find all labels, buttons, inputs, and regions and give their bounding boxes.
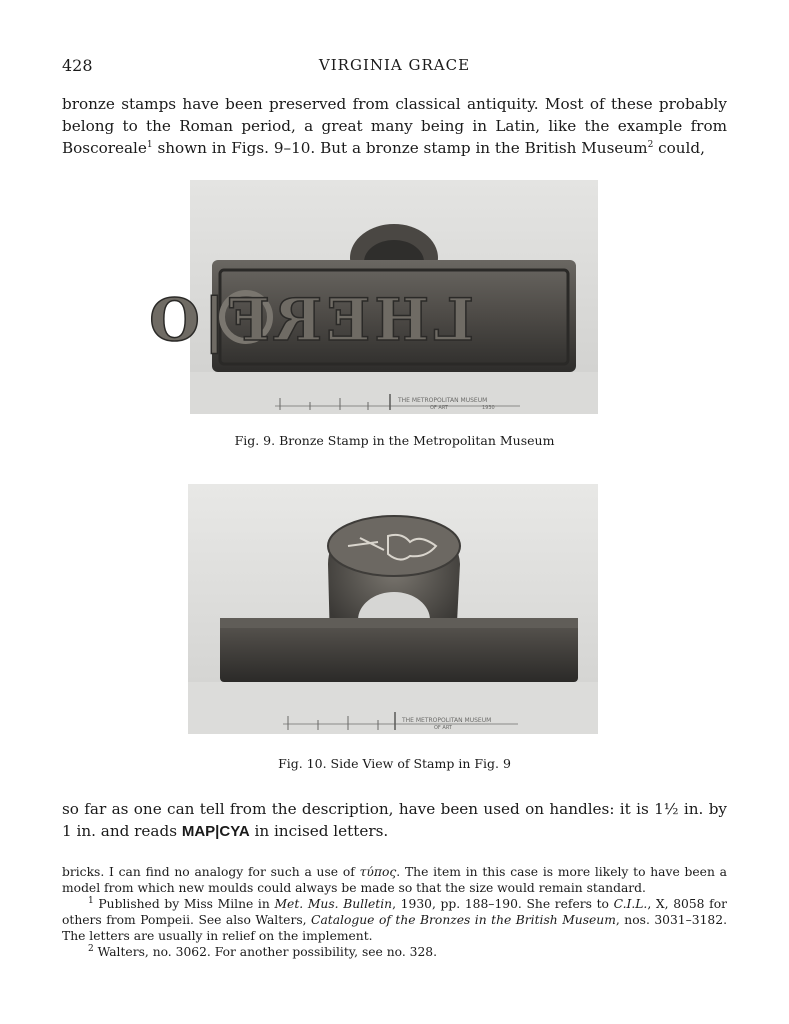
- footnote-1-text-d: , nos. 3031–3182. The letters are usually in relief on the implement.: [62, 913, 727, 943]
- footnotes: [62, 864, 727, 960]
- museum-label-line-1: THE METROPOLITAN MUSEUM: [398, 397, 488, 404]
- museum-label-line-1: THE METROPOLITAN MUSEUM: [402, 717, 492, 724]
- museum-label-line-2: OF ART: [434, 725, 452, 731]
- footnote-1-number: 1: [88, 895, 94, 906]
- figure-10-caption: Fig. 10. Side View of Stamp in Fig. 9: [278, 756, 511, 771]
- figure-9-photo: [145, 180, 598, 414]
- page-number: 428: [62, 56, 93, 75]
- footnote-ref-2: 2: [647, 139, 654, 150]
- footnote-continuation-text-a: bricks. I can find no analogy for such a use of: [62, 865, 360, 879]
- figure-10-photo: [188, 484, 598, 734]
- footnote-1-cil: C.I.L.: [613, 897, 648, 911]
- paragraph-2: [62, 798, 727, 843]
- figure-9-caption: Fig. 9. Bronze Stamp in the Metropolitan Museum: [234, 433, 555, 448]
- footnote-1-text-b: , 1930, pp. 188–190. She refers to: [392, 897, 614, 911]
- footnote-2-number: 2: [88, 943, 94, 954]
- footnote-1: [62, 896, 727, 944]
- footnote-1-text-c: , X, 8058 for others from Pompeii. See also Walters,: [62, 897, 727, 927]
- paragraph-1-text-b: shown in Figs. 9–10. But a bronze stamp in the British Museum: [152, 139, 648, 157]
- stamp-letters: LHERF|O: [145, 286, 474, 354]
- museum-label-line-3: 1930: [482, 405, 495, 411]
- footnote-1-text-a: Published by Miss Milne in: [93, 897, 275, 911]
- paragraph-1-text-a: bronze stamps have been preserved from classical antiquity. Most of these probably belong to the Roman period, a great many being in Latin, like the example from Boscoreale: [62, 95, 727, 157]
- stamp-side-view-image: [188, 484, 598, 734]
- stamp-top-view-image: [145, 180, 598, 414]
- footnote-continuation-text-b: . The item in this case is more likely to have been a model from which new moulds could always be made so that the size would remain standard.: [62, 865, 727, 895]
- footnote-continuation: [62, 864, 727, 896]
- inscription-text: MAP|CYA: [181, 823, 250, 840]
- paragraph-2-text-b: in incised letters.: [249, 822, 389, 840]
- greek-word: τύπος: [359, 865, 397, 879]
- footnote-1-catalogue: Catalogue of the Bronzes in the British Museum: [311, 913, 616, 927]
- paragraph-1-text-c: could,: [653, 139, 705, 157]
- page-header: [62, 56, 727, 78]
- footnote-2-text: Walters, no. 3062. For another possibility, see no. 328.: [93, 945, 438, 959]
- footnote-1-journal: Met. Mus. Bulletin: [274, 897, 393, 911]
- paragraph-2-text-a: so far as one can tell from the description, have been used on handles: it is 1½ in. by 1 in. and reads: [62, 800, 727, 840]
- paragraph-1: [62, 93, 727, 159]
- footnote-ref-1: 1: [146, 139, 153, 150]
- running-head: VIRGINIA GRACE: [318, 56, 471, 74]
- museum-label-line-2: OF ART: [430, 405, 448, 411]
- footnote-2: [62, 944, 727, 960]
